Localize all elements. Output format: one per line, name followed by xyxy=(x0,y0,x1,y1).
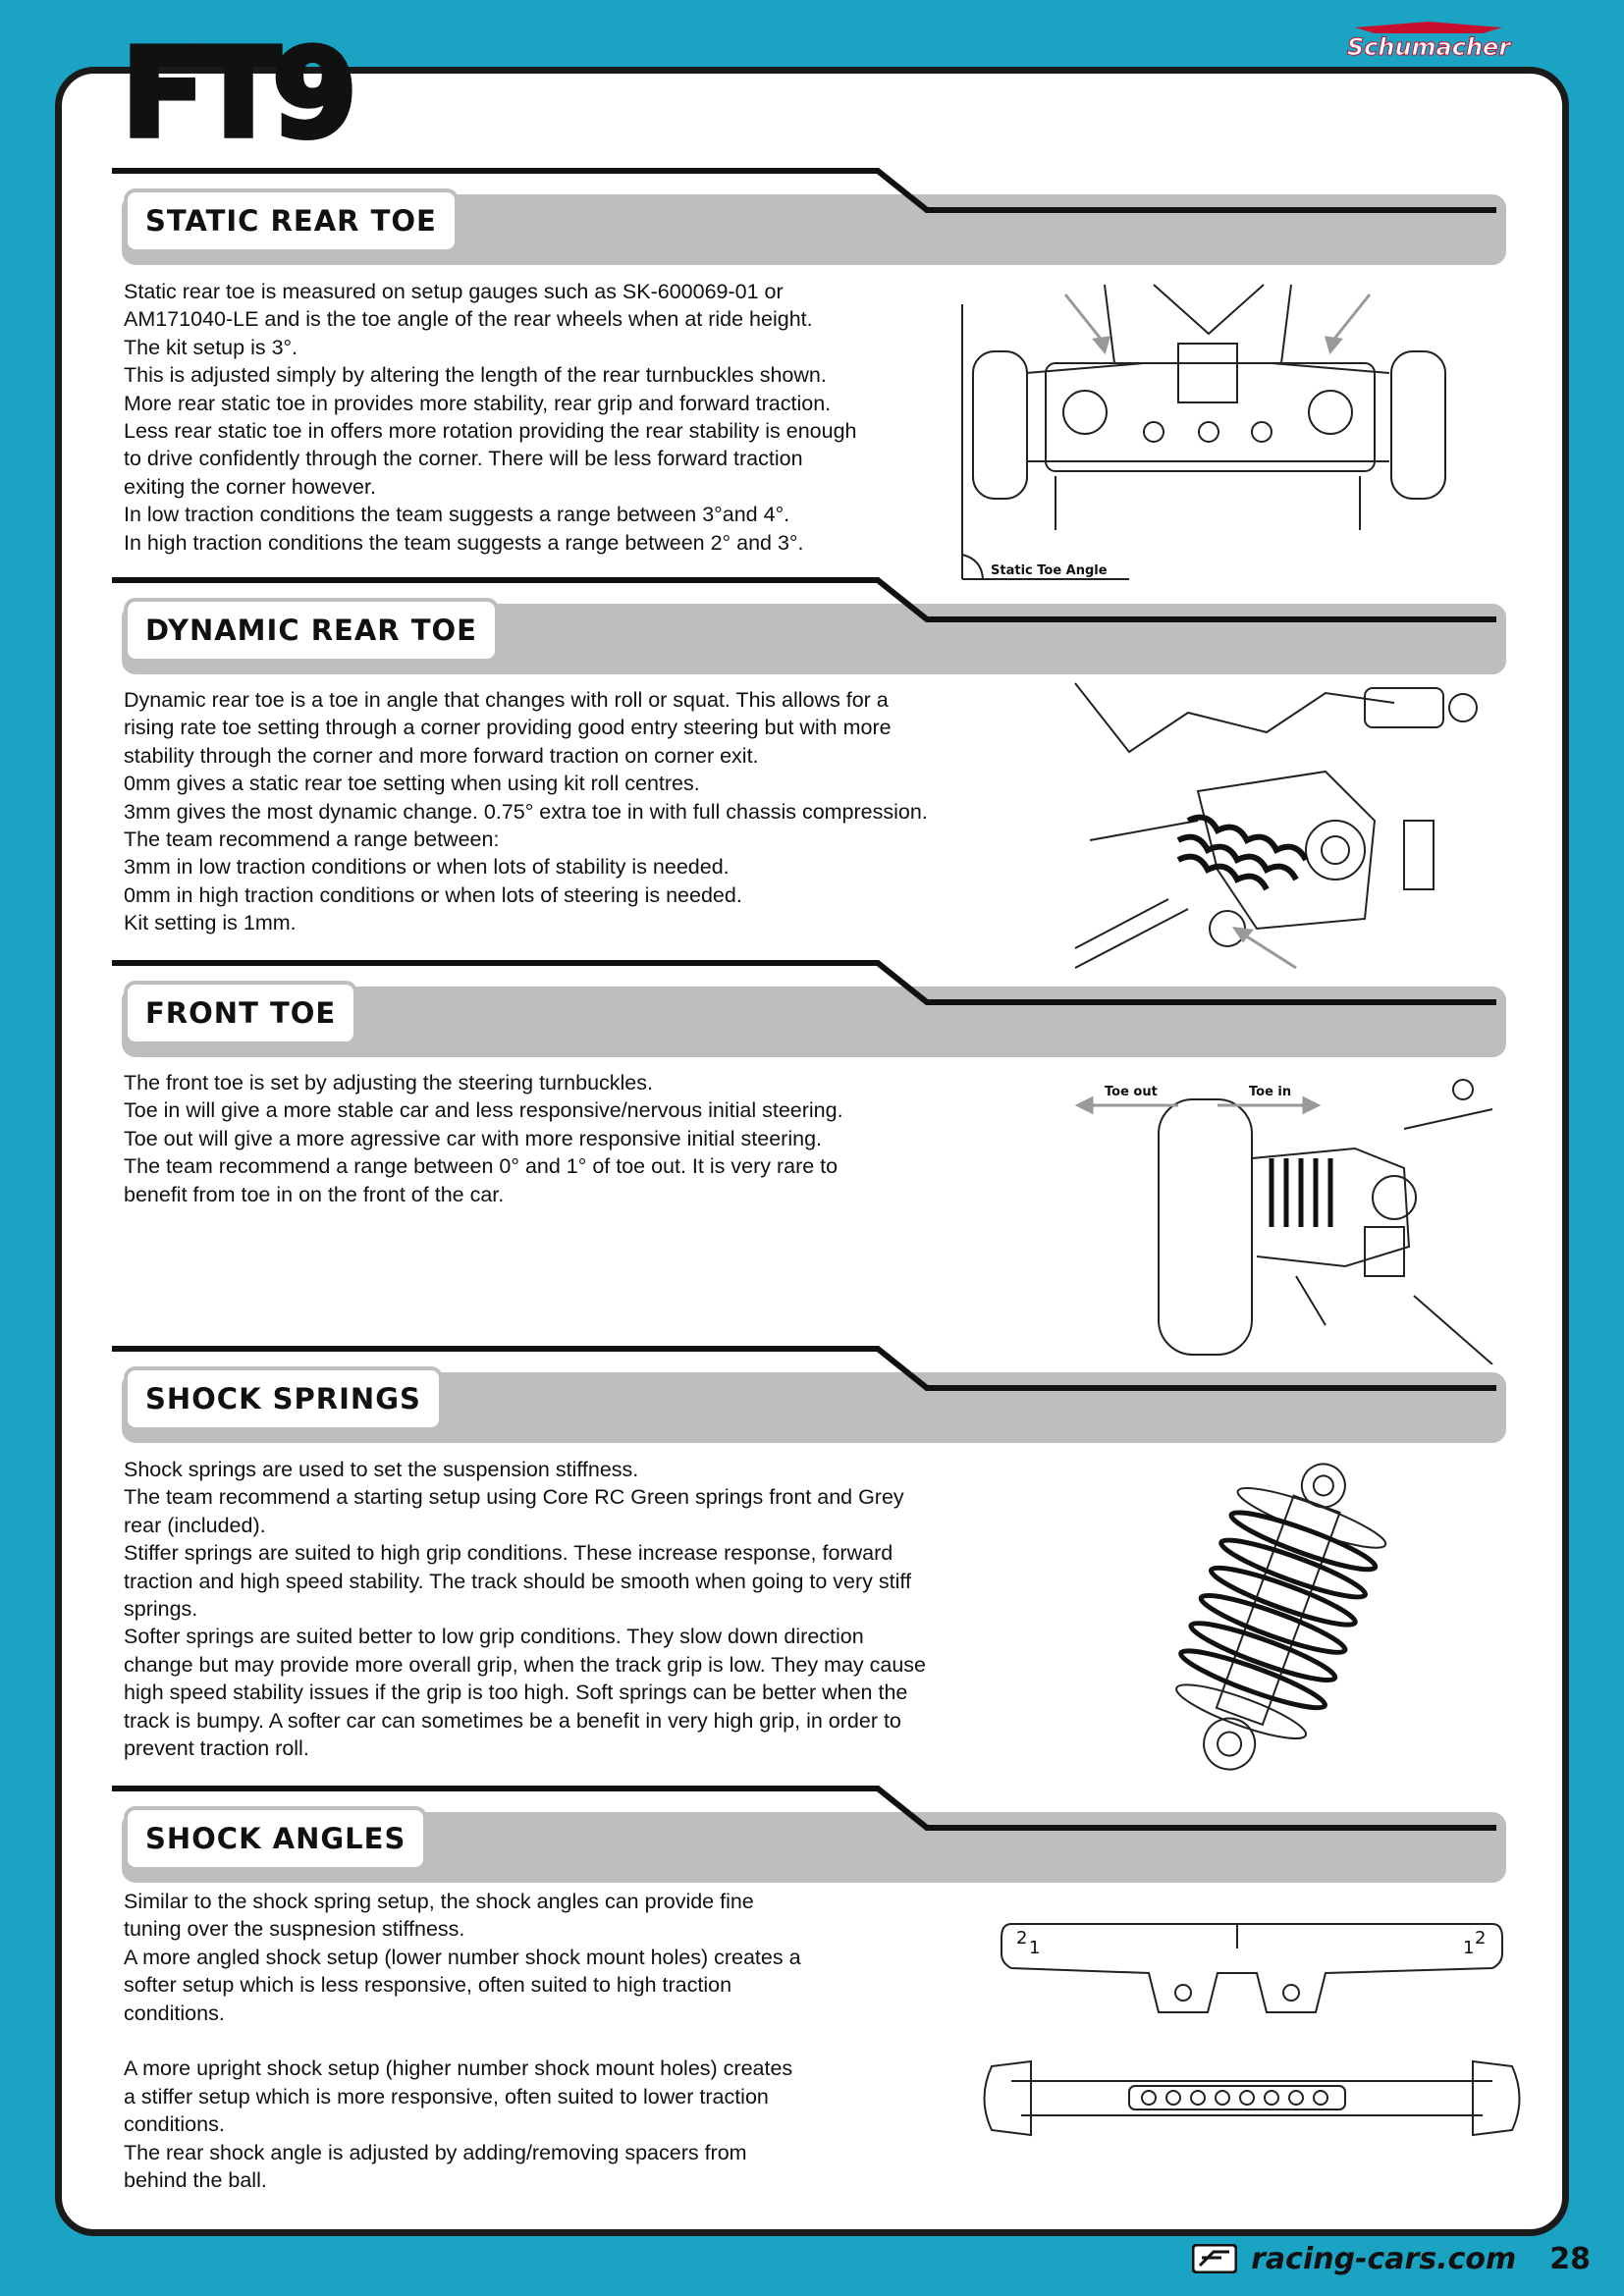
section-body-dynamic-rear-toe: Dynamic rear toe is a toe in angle that changes with roll or squat. This allows for a rising rate toe setting through a corner providing good entry steering but with more stability through the corner and more forward traction on corner exit. 0mm gives a static rear toe setting when using kit roll centres. 3mm gives the most dynamic change. 0.75° extra toe in with full chassis compression. The team recommend a range between: 3mm in low traction conditions or when lots of stability is needed. 0mm in high traction conditions or when lots of steering is needed. Kit setting is 1mm. xyxy=(124,688,928,935)
brand-text: Schumacher xyxy=(1346,33,1511,61)
section-header-shock-springs xyxy=(112,1345,1506,1453)
toe-in-label: Toe in xyxy=(1249,1085,1292,1099)
section-header-dynamic-rear-toe xyxy=(112,576,1506,684)
section-header-static-rear-toe xyxy=(112,167,1506,275)
page-number: 28 xyxy=(1549,2241,1591,2276)
section-body-front-toe: The front toe is set by adjusting the steering turnbuckles. Toe in will give a more stable car and less responsive/nervous initial steering. Toe out will give a more agressive car with more responsive initial steering. The team recommend a range between 0° and 1° of toe out. It is very rare to benefit from toe in on the front of the car. xyxy=(124,1071,843,1206)
static-rear-toe-diagram xyxy=(957,275,1483,587)
section-title: DYNAMIC REAR TOE xyxy=(124,598,499,663)
hole-label-1-left: 1 xyxy=(1029,1938,1041,1958)
section-title: FRONT TOE xyxy=(124,981,357,1045)
shock-tower-diagram xyxy=(972,1914,1542,2150)
section-body-static-rear-toe: Static rear toe is measured on setup gauges such as SK-600069-01 or AM171040-LE and is the toe angle of the rear wheels when at ride height. The kit setup is 3°. This is adjusted simply by altering the length of the rear turnbuckles shown. More rear static toe in provides more stability, rear grip and forward traction. Less rear static toe in offers more rotation providing the rear stability is enough to drive confidently through the corner. There will be less forward traction exiting the corner however. In low traction conditions the team suggests a range between 3°and 4°. In high traction conditions the team suggests a range between 2° and 3°. xyxy=(124,280,857,555)
hole-label-2-right: 2 xyxy=(1475,1928,1487,1949)
footer xyxy=(1192,2237,1591,2280)
hole-label-1-right: 1 xyxy=(1463,1938,1475,1958)
schumacher-logo xyxy=(1335,22,1522,61)
toe-out-label: Toe out xyxy=(1105,1085,1158,1099)
racing-cars-icon xyxy=(1192,2244,1237,2273)
shock-spring-diagram xyxy=(1119,1453,1434,1777)
ft9-logo xyxy=(120,31,375,149)
section-title: SHOCK ANGLES xyxy=(124,1806,427,1871)
hole-label-2-left: 2 xyxy=(1016,1928,1028,1949)
section-body-shock-angles: Similar to the shock spring setup, the shock angles can provide fine tuning over the suspnesion stiffness. A more angled shock setup (lower number shock mount holes) creates a softer setup which is less responsive, often suited to high traction conditions. A more upright shock setup (higher number shock mount holes) creates a stiffer setup which is more responsive, often suited to lower traction conditions. The rear shock angle is adjusted by adding/removing spacers from behind the ball. xyxy=(124,1890,801,2193)
section-title: STATIC REAR TOE xyxy=(124,188,459,253)
dynamic-rear-toe-diagram xyxy=(1070,673,1483,978)
section-header-shock-angles xyxy=(112,1785,1506,1893)
footer-site: racing-cars.com xyxy=(1251,2241,1517,2276)
front-toe-diagram xyxy=(1070,1070,1502,1364)
logo-text: FT9 xyxy=(122,31,350,149)
section-header-front-toe xyxy=(112,959,1506,1067)
section-body-shock-springs: Shock springs are used to set the suspension stiffness. The team recommend a starting setup using Core RC Green springs front and Grey rear (included). Stiffer springs are suited to high grip conditions. These increase response, forward traction and high speed stability. The track should be smooth when going to very stiff springs. Softer springs are suited better to low grip conditions. They slow down direction change but may provide more overall grip, when the track grip is low. They may cause high speed stability issues if the grip is too high. Soft springs can be better when the track is bumpy. A softer car can sometimes be a benefit in very high grip, in order to prevent traction roll. xyxy=(124,1458,926,1761)
static-toe-angle-label: Static Toe Angle xyxy=(991,563,1108,578)
section-title: SHOCK SPRINGS xyxy=(124,1366,443,1431)
